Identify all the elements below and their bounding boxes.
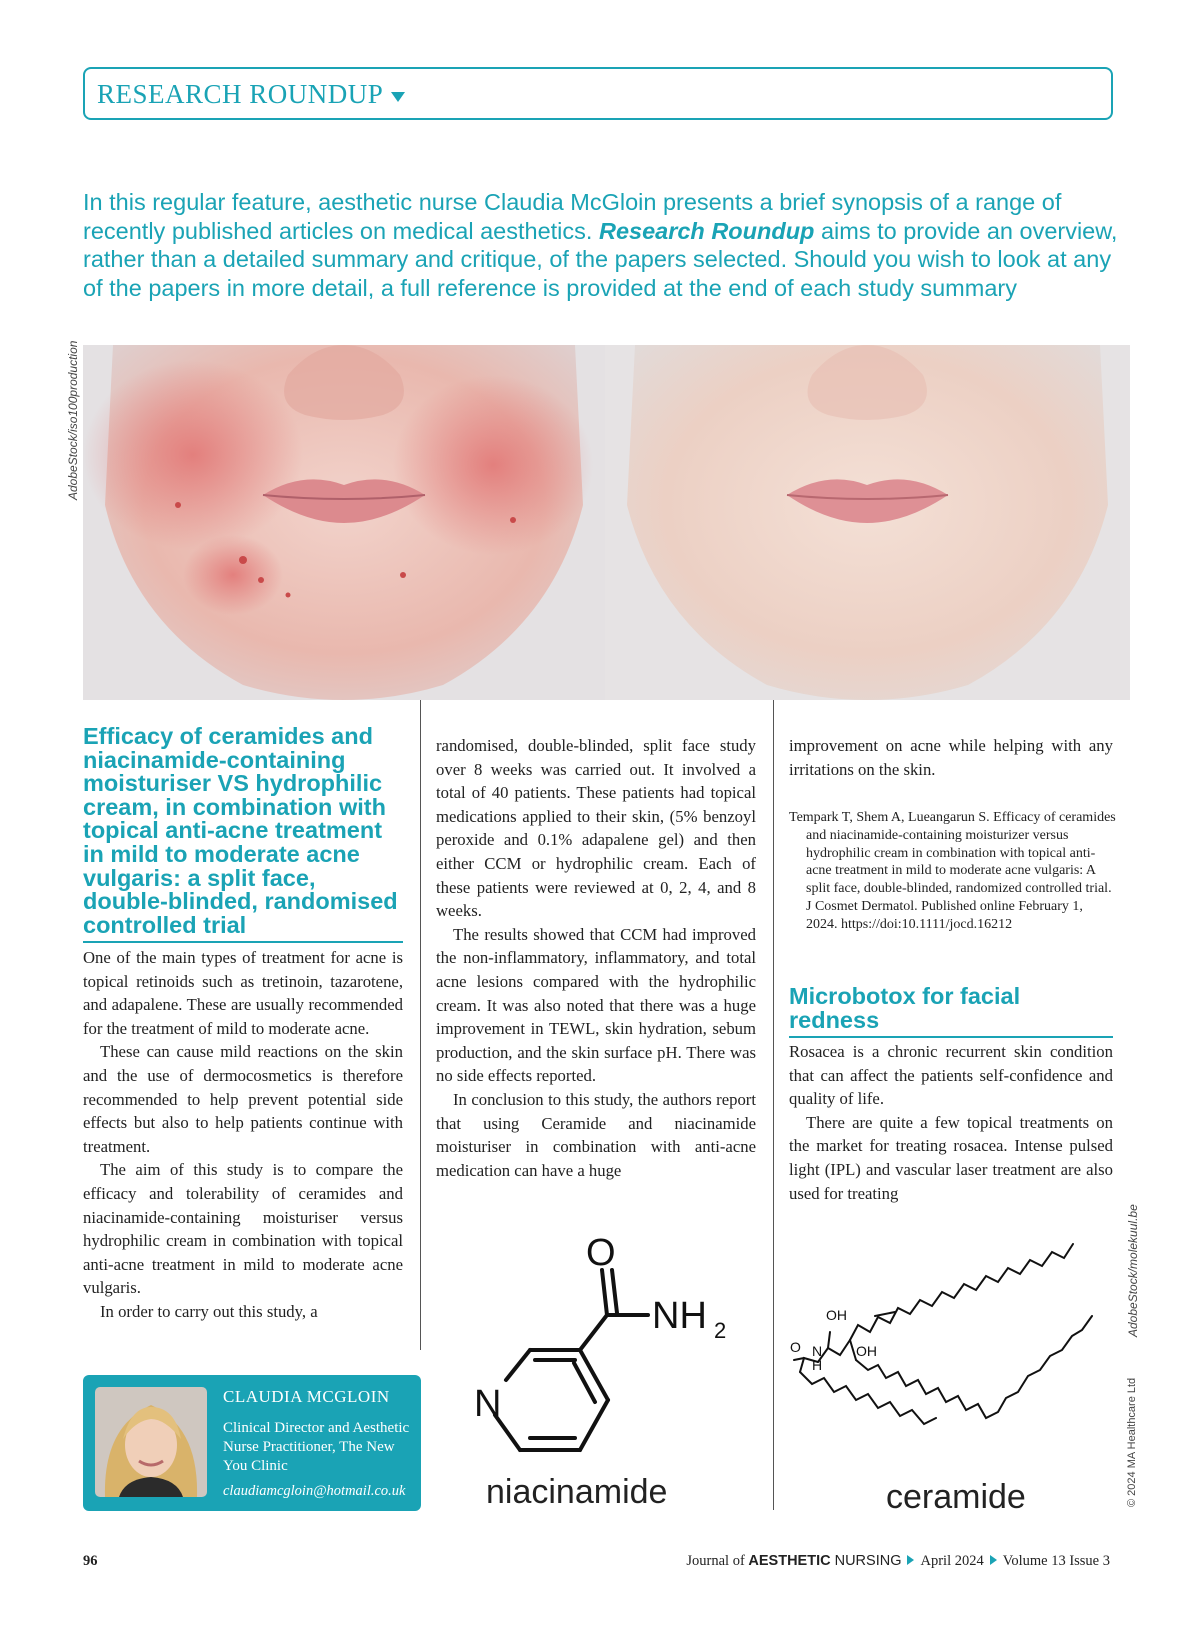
triangle-right-icon	[907, 1555, 914, 1565]
column-divider	[773, 700, 774, 1510]
paragraph: The aim of this study is to compare the efficacy and tolerability of ceramides and niacinamide-containing moisturiser versus hydrophilic cream in combination with topical anti-acne treatment in mild to moderate acne vulgaris.	[83, 1160, 403, 1298]
intro-feature-name: Research Roundup	[598, 217, 815, 244]
reference: Tempark T, Shem A, Lueangarun S. Efficacy of ceramides and niacinamide-containing moisturizer versus hydrophilic cream in combination with topical anti-acne treatment in mild to moderate acne vulgaris: A split face, double-blinded, randomized controlled trial. J Cosmet Dermatol. Published online February 1, 2024. https://doi:10.1111/jocd.16212	[789, 810, 1116, 932]
svg-text:N: N	[474, 1383, 502, 1425]
journal-footer: Journal of AESTHETIC NURSING April 2024 Volume 13 Issue 3	[686, 1553, 1110, 1569]
svg-text:O: O	[790, 1339, 801, 1355]
article-title: Efficacy of ceramides and niacinamide-containing moisturiser VS hydrophilic cream, in combination with topical anti-acne treatment in mild to moderate acne vulgaris: a split face, double-blinded, randomised controlled trial	[83, 725, 403, 943]
triangle-right-icon	[990, 1555, 997, 1565]
intro-paragraph: In this regular feature, aesthetic nurse Claudia McGloin presents a brief synopsis of a range of recently published articles on medical aesthetics. Research Roundup aims to provide an overview, rather than a detailed summary and critique, of the papers selected. Should you wish to look at any of the papers in more detail, a full reference is provided at the end of each study summary	[83, 189, 1118, 301]
article2-text	[789, 1040, 1113, 1205]
svg-text:ceramide: ceramide	[886, 1478, 1026, 1516]
paragraph: These can cause mild reactions on the skin and the use of dermocosmetics is therefore recommended to help prevent potential side effects but also to help patients continue with treatment.	[83, 1042, 403, 1156]
ceramide-structure	[790, 1220, 1110, 1520]
photo-credit: AdobeStock/iso100production	[66, 340, 80, 500]
paragraph: One of the main types of treatment for acne is topical retinoids such as tretinoin, tazarotene, and adapalene. These are usually recommended for the treatment of mild to moderate acne.	[83, 948, 403, 1038]
svg-text:niacinamide: niacinamide	[486, 1473, 668, 1511]
column-divider	[420, 700, 421, 1350]
triangle-down-icon	[391, 92, 405, 102]
article-title-2: Microbotox for facial redness	[789, 985, 1113, 1038]
copyright: © 2024 MA Healthcare Ltd	[1126, 1377, 1138, 1507]
svg-text:NH: NH	[652, 1295, 707, 1337]
paragraph: randomised, double-blinded, split face study over 8 weeks was carried out. It involved a total of 40 patients. These patients had topical medications applied to their skin, (5% benzoyl peroxide and 0.1% adapalene gel) and then either CCM or hydrophilic cream. Each of these patients were reviewed at 0, 2, 4, and 8 weeks.	[436, 736, 756, 921]
svg-text:N: N	[812, 1343, 823, 1359]
paragraph: There are quite a few topical treatments on the market for treating rosacea. Intense pulsed light (IPL) and vascular laser treatment are also used for treating	[789, 1112, 1113, 1203]
paragraph: In order to carry out this study, a	[100, 1301, 318, 1321]
paragraph: The results showed that CCM had improved the non-inflammatory, inflammatory, and total acne lesions compared with the hydrophilic cream. It was also noted that there was a huge improvement in TEWL, skin hydration, sebum production, and the skin surface pH. There was no side effects reported.	[436, 924, 756, 1086]
svg-text:O: O	[586, 1232, 616, 1274]
author-info	[223, 1387, 415, 1500]
author-email[interactable]: claudiamcgloin@hotmail.co.uk	[223, 1483, 406, 1499]
niacinamide-structure	[470, 1220, 770, 1520]
section-banner	[83, 67, 1113, 120]
article-column-1	[83, 946, 403, 1324]
molecule-credit: AdobeStock/molekuul.be	[1126, 1204, 1140, 1337]
section-title: RESEARCH ROUNDUP	[97, 79, 405, 110]
page-number: 96	[83, 1553, 98, 1569]
paragraph: In conclusion to this study, the authors report that using Ceramide and niacinamide moisturiser in combination with anti-acne medication can have a huge	[436, 1089, 756, 1180]
svg-text:2: 2	[714, 1318, 727, 1343]
svg-text:OH: OH	[856, 1343, 877, 1359]
author-avatar	[95, 1387, 207, 1497]
paragraph: improvement on acne while helping with any irritations on the skin.	[789, 736, 1113, 779]
paragraph: Rosacea is a chronic recurrent skin condition that can affect the patients self-confidence and quality of life.	[789, 1042, 1113, 1109]
before-face-image	[83, 345, 605, 700]
after-face-image	[605, 345, 1130, 700]
article-column-3	[789, 734, 1113, 781]
author-box	[83, 1375, 421, 1511]
article-column-2	[436, 734, 756, 1182]
svg-text:OH: OH	[826, 1307, 847, 1323]
author-role: Clinical Director and Aesthetic Nurse Practitioner, The New You Clinic	[223, 1420, 410, 1474]
svg-text:H: H	[812, 1357, 823, 1373]
author-name: CLAUDIA MCGLOIN	[223, 1387, 390, 1406]
